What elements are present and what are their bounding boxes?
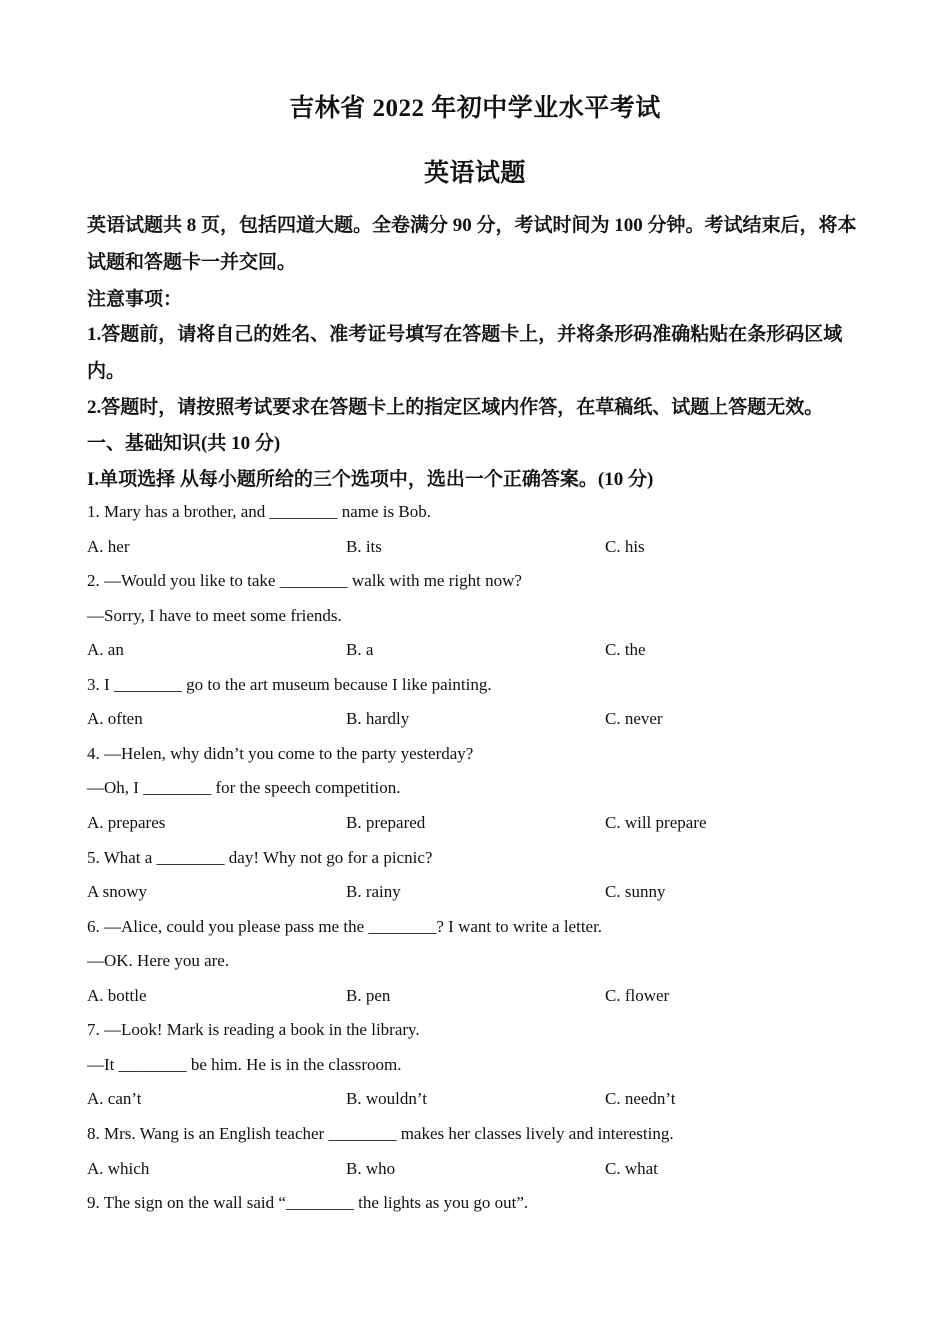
q8-option-a: A. which (87, 1159, 150, 1178)
question-9: 9. The sign on the wall said “________ the lights as you go out”. (87, 1193, 529, 1212)
q2-option-a: A. an (87, 640, 124, 659)
question-4: 4. —Helen, why didn’t you come to the party yesterday? (87, 744, 474, 763)
question-7-reply: —It ________ be him. He is in the classroom. (87, 1055, 402, 1074)
q5-option-a: A snowy (87, 882, 147, 901)
q1-option-c: C. his (605, 537, 645, 556)
q3-option-a: A. often (87, 709, 143, 728)
question-8: 8. Mrs. Wang is an English teacher ________ makes her classes lively and interesting. (87, 1124, 674, 1143)
q1-option-b: B. its (346, 537, 382, 556)
q8-option-c: C. what (605, 1159, 658, 1178)
notes-heading: 注意事项： (87, 289, 183, 310)
q7-option-b: B. wouldn’t (346, 1089, 427, 1108)
question-3: 3. I ________ go to the art museum because I like painting. (87, 675, 492, 694)
q4-option-c: C. will prepare (605, 813, 707, 832)
q4-option-a: A. prepares (87, 813, 166, 832)
q5-option-b: B. rainy (346, 882, 401, 901)
question-2: 2. —Would you like to take ________ walk with me right now? (87, 571, 522, 590)
question-6: 6. —Alice, could you please pass me the ________? I want to write a letter. (87, 917, 603, 936)
q3-option-b: B. hardly (346, 709, 410, 728)
part-heading: I.单项选择 从每小题所给的三个选项中，选出一个正确答案。(10 分) (87, 469, 654, 490)
question-4-reply: —Oh, I ________ for the speech competition. (87, 778, 401, 797)
note-1-line2: 内。 (87, 361, 126, 382)
q6-option-b: B. pen (346, 986, 391, 1005)
question-5: 5. What a ________ day! Why not go for a picnic? (87, 848, 433, 867)
q7-option-c: C. needn’t (605, 1089, 676, 1108)
q2-option-b: B. a (346, 640, 374, 659)
question-7: 7. —Look! Mark is reading a book in the library. (87, 1020, 420, 1039)
exam-title: 吉林省 2022 年初中学业水平考试 (289, 95, 661, 122)
q2-option-c: C. the (605, 640, 646, 659)
note-1-line1: 1.答题前，请将自己的姓名、准考证号填写在答题卡上，并将条形码准确粘贴在条形码区域 (87, 324, 843, 345)
q6-option-a: A. bottle (87, 986, 147, 1005)
q6-option-c: C. flower (605, 986, 670, 1005)
note-2: 2.答题时，请按照考试要求在答题卡上的指定区域内作答，在草稿纸、试题上答题无效。 (87, 397, 824, 418)
exam-subtitle: 英语试题 (423, 160, 526, 187)
q4-option-b: B. prepared (346, 813, 426, 832)
question-6-reply: —OK. Here you are. (87, 951, 230, 970)
q1-option-a: A. her (87, 537, 130, 556)
question-2-reply: —Sorry, I have to meet some friends. (87, 606, 342, 625)
intro-text-line1: 英语试题共 8 页，包括四道大题。全卷满分 90 分，考试时间为 100 分钟。考试结束后，将本 (87, 215, 857, 236)
question-1: 1. Mary has a brother, and ________ name is Bob. (87, 502, 431, 521)
q7-option-a: A. can’t (87, 1089, 142, 1108)
intro-text-line2: 试题和答题卡一并交回。 (87, 252, 297, 273)
section-heading: 一、基础知识(共 10 分) (87, 433, 281, 454)
q3-option-c: C. never (605, 709, 663, 728)
q5-option-c: C. sunny (605, 882, 666, 901)
q8-option-b: B. who (346, 1159, 396, 1178)
